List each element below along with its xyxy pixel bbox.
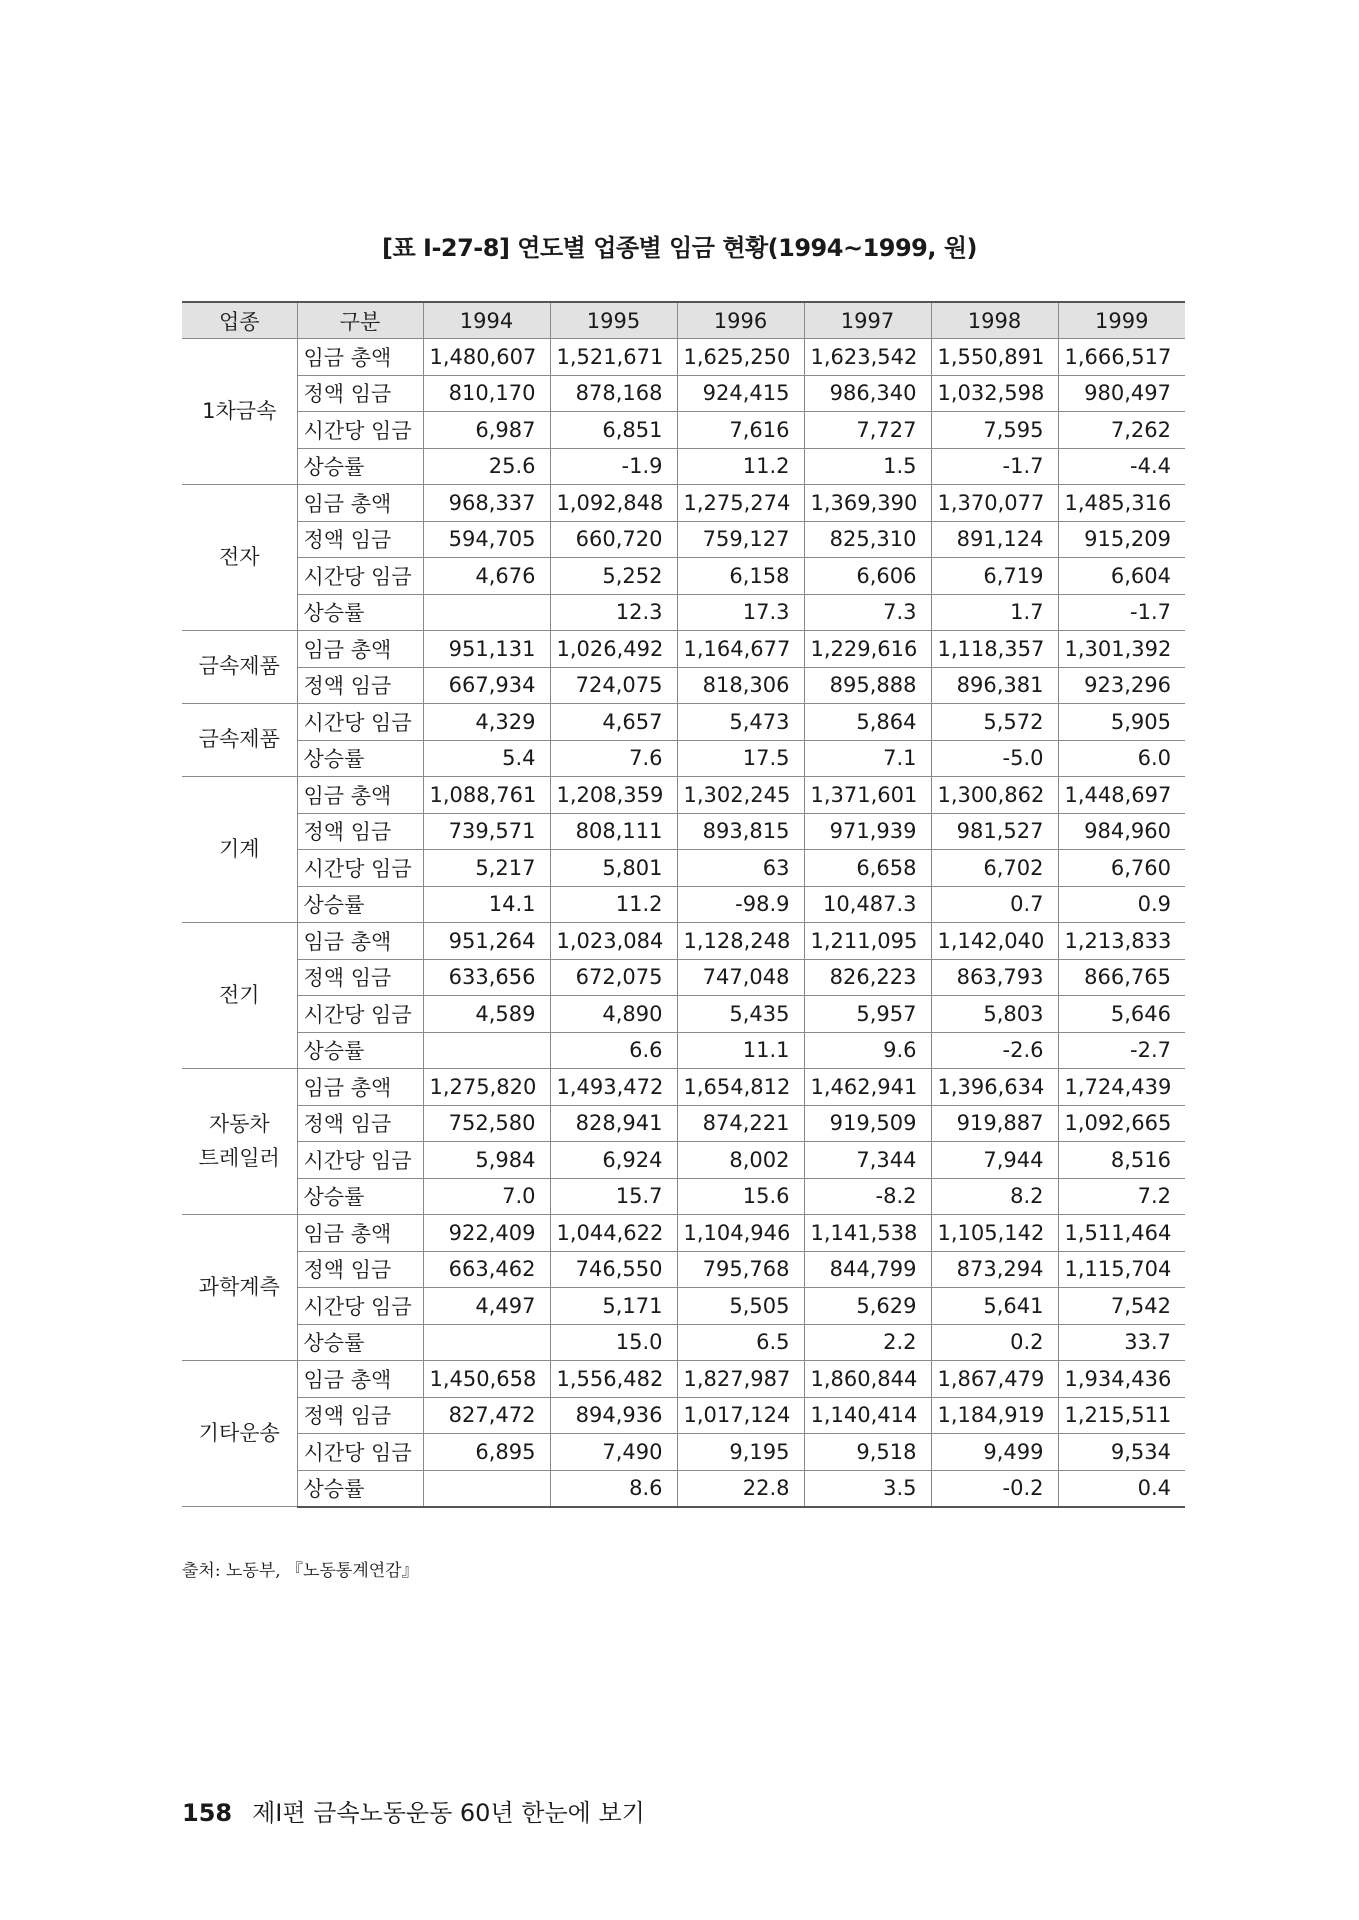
category-cell: 시간당 임금 (297, 996, 423, 1033)
value-cell: 6,924 (550, 1142, 677, 1179)
value-cell: 924,415 (677, 375, 804, 412)
table-row (182, 886, 1185, 923)
value-cell: 15.0 (550, 1324, 677, 1361)
value-cell: 5,171 (550, 1288, 677, 1325)
value-cell: 1,026,492 (550, 631, 677, 668)
industry-cell: 전자 (182, 485, 297, 631)
value-cell: 866,765 (1058, 959, 1185, 996)
value-cell: 7,490 (550, 1434, 677, 1471)
value-cell: 6,606 (804, 558, 931, 595)
value-cell: 7,616 (677, 412, 804, 449)
value-cell: -4.4 (1058, 448, 1185, 485)
value-cell: 6,760 (1058, 850, 1185, 887)
category-cell: 임금 총액 (297, 1215, 423, 1252)
value-cell: 919,887 (931, 1105, 1058, 1142)
value-cell: 1,302,245 (677, 777, 804, 814)
value-cell: 746,550 (550, 1251, 677, 1288)
table-row (182, 1142, 1185, 1179)
value-cell: 984,960 (1058, 813, 1185, 850)
value-cell: 10,487.3 (804, 886, 931, 923)
value-cell: 7.6 (550, 740, 677, 777)
industry-cell: 과학계측 (182, 1215, 297, 1361)
value-cell: 893,815 (677, 813, 804, 850)
industry-cell: 기계 (182, 777, 297, 923)
value-cell: 4,497 (423, 1288, 550, 1325)
value-cell: 1,142,040 (931, 923, 1058, 960)
value-cell: 663,462 (423, 1251, 550, 1288)
category-cell: 시간당 임금 (297, 1142, 423, 1179)
header-cell: 업종 (182, 302, 297, 339)
value-cell: 6,158 (677, 558, 804, 595)
value-cell: 1,448,697 (1058, 777, 1185, 814)
value-cell: 980,497 (1058, 375, 1185, 412)
table-row (182, 813, 1185, 850)
value-cell: -1.7 (1058, 594, 1185, 631)
value-cell: 5,435 (677, 996, 804, 1033)
category-cell: 상승률 (297, 740, 423, 777)
table-row (182, 448, 1185, 485)
value-cell: -0.2 (931, 1470, 1058, 1507)
value-cell: 739,571 (423, 813, 550, 850)
table-row (182, 1105, 1185, 1142)
value-cell: 7,262 (1058, 412, 1185, 449)
value-cell: 5,803 (931, 996, 1058, 1033)
value-cell: 0.2 (931, 1324, 1058, 1361)
category-cell: 상승률 (297, 1178, 423, 1215)
value-cell: 1,017,124 (677, 1397, 804, 1434)
table-row (182, 631, 1185, 668)
category-cell: 임금 총액 (297, 923, 423, 960)
value-cell: 4,890 (550, 996, 677, 1033)
value-cell: 1,044,622 (550, 1215, 677, 1252)
value-cell: 873,294 (931, 1251, 1058, 1288)
value-cell: 7,542 (1058, 1288, 1185, 1325)
value-cell: 11.1 (677, 1032, 804, 1069)
value-cell: 894,936 (550, 1397, 677, 1434)
value-cell: 9,499 (931, 1434, 1058, 1471)
value-cell: 1,370,077 (931, 485, 1058, 522)
table-body (182, 339, 1185, 1507)
category-cell: 상승률 (297, 594, 423, 631)
value-cell: 923,296 (1058, 667, 1185, 704)
value-cell: 1.7 (931, 594, 1058, 631)
value-cell: 5.4 (423, 740, 550, 777)
table-row (182, 521, 1185, 558)
category-cell: 상승률 (297, 1324, 423, 1361)
category-cell: 임금 총액 (297, 485, 423, 522)
value-cell: 891,124 (931, 521, 1058, 558)
value-cell: 0.7 (931, 886, 1058, 923)
category-cell: 시간당 임금 (297, 412, 423, 449)
category-cell: 정액 임금 (297, 813, 423, 850)
category-cell: 임금 총액 (297, 339, 423, 376)
wage-table (182, 301, 1185, 1508)
value-cell: 17.5 (677, 740, 804, 777)
category-cell: 시간당 임금 (297, 1434, 423, 1471)
category-cell: 상승률 (297, 1032, 423, 1069)
value-cell: 33.7 (1058, 1324, 1185, 1361)
value-cell: 4,676 (423, 558, 550, 595)
source-note: 출처: 노동부, 『노동통계연감』 (182, 1561, 419, 1581)
value-cell: 5,629 (804, 1288, 931, 1325)
value-cell: 825,310 (804, 521, 931, 558)
value-cell: 7.2 (1058, 1178, 1185, 1215)
value-cell: 7,344 (804, 1142, 931, 1179)
value-cell: 4,657 (550, 704, 677, 741)
value-cell: 747,048 (677, 959, 804, 996)
industry-cell: 기타운송 (182, 1361, 297, 1507)
value-cell: 1,164,677 (677, 631, 804, 668)
value-cell: 6,719 (931, 558, 1058, 595)
value-cell: 1,623,542 (804, 339, 931, 376)
table-row (182, 996, 1185, 1033)
value-cell: 896,381 (931, 667, 1058, 704)
value-cell: 8.6 (550, 1470, 677, 1507)
table-row (182, 1361, 1185, 1398)
value-cell: 8.2 (931, 1178, 1058, 1215)
table-row (182, 1434, 1185, 1471)
value-cell: 5,641 (931, 1288, 1058, 1325)
table-row (182, 412, 1185, 449)
page-number: 158 (182, 1799, 233, 1827)
value-cell: 6.6 (550, 1032, 677, 1069)
value-cell: 1,115,704 (1058, 1251, 1185, 1288)
header-cell: 1996 (677, 302, 804, 339)
value-cell: 1,213,833 (1058, 923, 1185, 960)
value-cell: 810,170 (423, 375, 550, 412)
value-cell: 1,654,812 (677, 1069, 804, 1106)
value-cell: 895,888 (804, 667, 931, 704)
value-cell: 17.3 (677, 594, 804, 631)
value-cell: 11.2 (677, 448, 804, 485)
value-cell: 1,934,436 (1058, 1361, 1185, 1398)
value-cell: 968,337 (423, 485, 550, 522)
value-cell: -8.2 (804, 1178, 931, 1215)
value-cell: 1,208,359 (550, 777, 677, 814)
value-cell: 5,572 (931, 704, 1058, 741)
value-cell: 1,867,479 (931, 1361, 1058, 1398)
value-cell: -5.0 (931, 740, 1058, 777)
value-cell: 7,944 (931, 1142, 1058, 1179)
value-cell: 1,275,820 (423, 1069, 550, 1106)
value-cell: 1,092,848 (550, 485, 677, 522)
value-cell: 818,306 (677, 667, 804, 704)
value-cell: 5,473 (677, 704, 804, 741)
header-cell: 1999 (1058, 302, 1185, 339)
value-cell: 7,727 (804, 412, 931, 449)
category-cell: 상승률 (297, 886, 423, 923)
value-cell: 5,217 (423, 850, 550, 887)
value-cell: 9,195 (677, 1434, 804, 1471)
value-cell: 22.8 (677, 1470, 804, 1507)
value-cell: 915,209 (1058, 521, 1185, 558)
value-cell: 981,527 (931, 813, 1058, 850)
table-title: [표 Ⅰ-27-8] 연도별 업종별 임금 현황(1994~1999, 원) (382, 234, 977, 262)
category-cell: 임금 총액 (297, 1069, 423, 1106)
category-cell: 시간당 임금 (297, 1288, 423, 1325)
value-cell: 594,705 (423, 521, 550, 558)
value-cell: 1,666,517 (1058, 339, 1185, 376)
table-row (182, 1069, 1185, 1106)
value-cell: 724,075 (550, 667, 677, 704)
value-cell: 971,939 (804, 813, 931, 850)
table-row (182, 923, 1185, 960)
value-cell: 5,505 (677, 1288, 804, 1325)
value-cell: 6,987 (423, 412, 550, 449)
value-cell: 5,801 (550, 850, 677, 887)
value-cell: 15.7 (550, 1178, 677, 1215)
table-row (182, 1215, 1185, 1252)
value-cell: 1,032,598 (931, 375, 1058, 412)
table-row (182, 1032, 1185, 1069)
value-cell: 986,340 (804, 375, 931, 412)
value-cell: 12.3 (550, 594, 677, 631)
value-cell: 1,140,414 (804, 1397, 931, 1434)
table-row (182, 558, 1185, 595)
table-row (182, 339, 1185, 376)
table-row (182, 594, 1185, 631)
value-cell: 7,595 (931, 412, 1058, 449)
page-footer (182, 1793, 645, 1828)
value-cell: 9,518 (804, 1434, 931, 1471)
value-cell: 4,329 (423, 704, 550, 741)
category-cell: 시간당 임금 (297, 558, 423, 595)
value-cell: 1,184,919 (931, 1397, 1058, 1434)
table-row (182, 1178, 1185, 1215)
value-cell: 5,646 (1058, 996, 1185, 1033)
value-cell: -2.6 (931, 1032, 1058, 1069)
value-cell: 1,300,862 (931, 777, 1058, 814)
value-cell: 1,104,946 (677, 1215, 804, 1252)
value-cell: 922,409 (423, 1215, 550, 1252)
category-cell: 정액 임금 (297, 521, 423, 558)
value-cell: 9.6 (804, 1032, 931, 1069)
category-cell: 정액 임금 (297, 375, 423, 412)
value-cell: 1,211,095 (804, 923, 931, 960)
category-cell: 시간당 임금 (297, 704, 423, 741)
table-row (182, 959, 1185, 996)
category-cell: 임금 총액 (297, 777, 423, 814)
value-cell: -98.9 (677, 886, 804, 923)
value-cell: -1.7 (931, 448, 1058, 485)
header-cell: 1998 (931, 302, 1058, 339)
value-cell: 667,934 (423, 667, 550, 704)
value-cell: 1,485,316 (1058, 485, 1185, 522)
value-cell: 863,793 (931, 959, 1058, 996)
value-cell: 1,023,084 (550, 923, 677, 960)
value-cell: 795,768 (677, 1251, 804, 1288)
value-cell: 1,118,357 (931, 631, 1058, 668)
category-cell: 시간당 임금 (297, 850, 423, 887)
value-cell: 1.5 (804, 448, 931, 485)
value-cell: 25.6 (423, 448, 550, 485)
category-cell: 정액 임금 (297, 1251, 423, 1288)
value-cell: 1,275,274 (677, 485, 804, 522)
value-cell: 6.0 (1058, 740, 1185, 777)
value-cell: 672,075 (550, 959, 677, 996)
header-cell: 구분 (297, 302, 423, 339)
value-cell: 6,895 (423, 1434, 550, 1471)
industry-cell: 금속제품 (182, 631, 297, 704)
value-cell: 1,369,390 (804, 485, 931, 522)
value-cell: 5,252 (550, 558, 677, 595)
value-cell: -1.9 (550, 448, 677, 485)
value-cell: 5,984 (423, 1142, 550, 1179)
industry-cell: 금속제품 (182, 704, 297, 777)
value-cell: 919,509 (804, 1105, 931, 1142)
table-row (182, 1324, 1185, 1361)
category-cell: 상승률 (297, 1470, 423, 1507)
value-cell: 1,827,987 (677, 1361, 804, 1398)
value-cell: 15.6 (677, 1178, 804, 1215)
value-cell: 759,127 (677, 521, 804, 558)
value-cell: 1,215,511 (1058, 1397, 1185, 1434)
industry-cell: 자동차 트레일러 (182, 1069, 297, 1215)
value-cell: 951,131 (423, 631, 550, 668)
value-cell: -2.7 (1058, 1032, 1185, 1069)
value-cell: 827,472 (423, 1397, 550, 1434)
value-cell: 6,851 (550, 412, 677, 449)
value-cell: 6,702 (931, 850, 1058, 887)
industry-cell: 1차금속 (182, 339, 297, 485)
value-cell: 4,589 (423, 996, 550, 1033)
value-cell: 1,521,671 (550, 339, 677, 376)
value-cell: 844,799 (804, 1251, 931, 1288)
value-cell: 3.5 (804, 1470, 931, 1507)
table-row (182, 1251, 1185, 1288)
value-cell: 1,105,142 (931, 1215, 1058, 1252)
value-cell: 1,550,891 (931, 339, 1058, 376)
table-row (182, 1288, 1185, 1325)
value-cell: 1,480,607 (423, 339, 550, 376)
value-cell: 828,941 (550, 1105, 677, 1142)
category-cell: 임금 총액 (297, 631, 423, 668)
header-cell: 1994 (423, 302, 550, 339)
table-row (182, 777, 1185, 814)
value-cell: 9,534 (1058, 1434, 1185, 1471)
value-cell: 8,002 (677, 1142, 804, 1179)
section-title: 제Ⅰ편 금속노동운동 60년 한눈에 보기 (252, 1799, 645, 1827)
value-cell: 752,580 (423, 1105, 550, 1142)
value-cell: 7.3 (804, 594, 931, 631)
value-cell: 0.4 (1058, 1470, 1185, 1507)
table-header-row (182, 302, 1185, 339)
value-cell (423, 1032, 550, 1069)
value-cell: 874,221 (677, 1105, 804, 1142)
value-cell: 1,511,464 (1058, 1215, 1185, 1252)
value-cell: 826,223 (804, 959, 931, 996)
value-cell: 1,556,482 (550, 1361, 677, 1398)
value-cell (423, 1470, 550, 1507)
value-cell: 2.2 (804, 1324, 931, 1361)
value-cell: 1,625,250 (677, 339, 804, 376)
value-cell: 6.5 (677, 1324, 804, 1361)
category-cell: 정액 임금 (297, 1397, 423, 1434)
value-cell: 7.0 (423, 1178, 550, 1215)
table-row (182, 1397, 1185, 1434)
table-row (182, 667, 1185, 704)
value-cell: 1,128,248 (677, 923, 804, 960)
value-cell: 11.2 (550, 886, 677, 923)
category-cell: 정액 임금 (297, 959, 423, 996)
table-row (182, 375, 1185, 412)
value-cell (423, 1324, 550, 1361)
value-cell: 878,168 (550, 375, 677, 412)
value-cell: 1,462,941 (804, 1069, 931, 1106)
header-cell: 1997 (804, 302, 931, 339)
value-cell: 5,957 (804, 996, 931, 1033)
value-cell: 6,658 (804, 850, 931, 887)
value-cell: 5,864 (804, 704, 931, 741)
value-cell: 1,860,844 (804, 1361, 931, 1398)
category-cell: 임금 총액 (297, 1361, 423, 1398)
table-row (182, 1470, 1185, 1507)
value-cell: 8,516 (1058, 1142, 1185, 1179)
value-cell: 63 (677, 850, 804, 887)
header-cell: 1995 (550, 302, 677, 339)
value-cell: 808,111 (550, 813, 677, 850)
table-row (182, 740, 1185, 777)
category-cell: 정액 임금 (297, 667, 423, 704)
value-cell: 1,450,658 (423, 1361, 550, 1398)
value-cell: 1,724,439 (1058, 1069, 1185, 1106)
value-cell: 1,396,634 (931, 1069, 1058, 1106)
value-cell: 5,905 (1058, 704, 1185, 741)
table-row (182, 704, 1185, 741)
value-cell: 1,141,538 (804, 1215, 931, 1252)
value-cell: 1,088,761 (423, 777, 550, 814)
category-cell: 정액 임금 (297, 1105, 423, 1142)
value-cell: 1,371,601 (804, 777, 931, 814)
table-row (182, 850, 1185, 887)
value-cell: 660,720 (550, 521, 677, 558)
value-cell: 951,264 (423, 923, 550, 960)
category-cell: 상승률 (297, 448, 423, 485)
value-cell: 633,656 (423, 959, 550, 996)
value-cell (423, 594, 550, 631)
value-cell: 1,493,472 (550, 1069, 677, 1106)
value-cell: 14.1 (423, 886, 550, 923)
value-cell: 6,604 (1058, 558, 1185, 595)
value-cell: 1,092,665 (1058, 1105, 1185, 1142)
value-cell: 0.9 (1058, 886, 1185, 923)
table-row (182, 485, 1185, 522)
value-cell: 1,229,616 (804, 631, 931, 668)
industry-cell: 전기 (182, 923, 297, 1069)
value-cell: 1,301,392 (1058, 631, 1185, 668)
value-cell: 7.1 (804, 740, 931, 777)
